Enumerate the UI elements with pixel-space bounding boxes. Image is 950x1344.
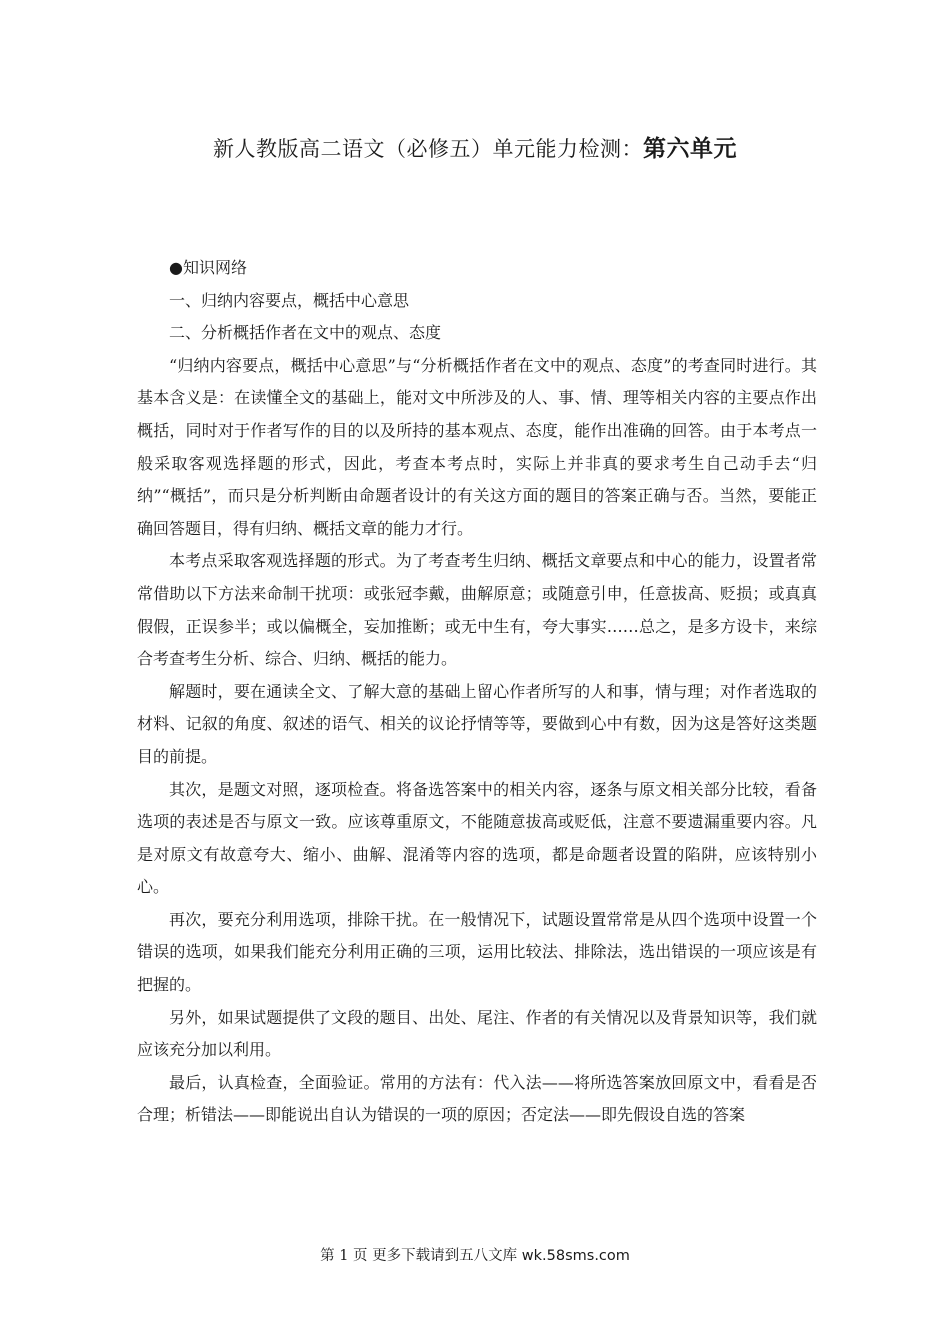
footer-site-link[interactable]: wk.58sms.com xyxy=(521,1248,630,1264)
page-footer xyxy=(0,1244,950,1265)
paragraph-4: 其次，是题文对照，逐项检查。将备选答案中的相关内容，逐条与原文相关部分比较，看备选项的表述是否与原文一致。应该尊重原文，不能随意拔高或贬低，注意不要遗漏重要内容。凡是对原文有故意夸大、缩小、曲解、混淆等内容的选项，都是命题者设置的陷阱，应该特别小心。 xyxy=(137,779,817,897)
paragraph-5: 再次，要充分利用选项，排除干扰。在一般情况下，试题设置常常是从四个选项中设置一个错误的选项，如果我们能充分利用正确的三项，运用比较法、排除法，选出错误的一项应该是有把握的。 xyxy=(137,909,817,995)
outline-item-2: 二、分析概括作者在文中的观点、态度 xyxy=(169,323,442,343)
section-label: ●知识网络 xyxy=(169,258,247,277)
title-main: 新人教版高二语文（必修五）单元能力检测： xyxy=(213,137,643,161)
title-unit: 第六单元 xyxy=(643,135,737,162)
document-body xyxy=(137,252,817,1132)
paragraph-3: 解题时，要在通读全文、了解大意的基础上留心作者所写的人和事，情与理；对作者选取的材料、记叙的角度、叙述的语气、相关的议论抒情等等，要做到心中有数，因为这是答好这类题目的前提。 xyxy=(137,681,817,766)
outline-item-1: 一、归纳内容要点，概括中心意思 xyxy=(169,290,410,310)
paragraph-2: 本考点采取客观选择题的形式。为了考查考生归纳、概括文章要点和中心的能力，设置者常常借助以下方法来命制干扰项：或张冠李戴，曲解原意；或随意引申，任意拔高、贬损；或真真假假，正误参半；或以偏概全，妄加推断；或无中生有，夸大事实……总之，是多方设卡，来综合考查考生分析、综合、归纳、概括的能力。 xyxy=(137,551,817,669)
paragraph-7: 最后，认真检查，全面验证。常用的方法有：代入法——将所选答案放回原文中，看看是否合理；析错法——即能说出自认为错误的一项的原因；否定法——即先假设自选的答案 xyxy=(137,1072,817,1125)
footer-text: 第 1 页 更多下载请到五八文库 xyxy=(320,1248,522,1264)
document-title xyxy=(0,130,950,163)
paragraph-6: 另外，如果试题提供了文段的题目、出处、尾注、作者的有关情况以及背景知识等，我们就应该充分加以利用。 xyxy=(137,1007,817,1060)
paragraph-1: “归纳内容要点，概括中心意思”与“分析概括作者在文中的观点、态度”的考查同时进行。其基本含义是：在读懂全文的基础上，能对文中所涉及的人、事、情、理等相关内容的主要点作出概括，同时对于作者写作的目的以及所持的基本观点、态度，能作出准确的回答。由于本考点一般采取客观选择题的形式，因此，考查本考点时，实际上并非真的要求考生自己动手去“归纳”“概括”，而只是分析判断由命题者设计的有关这方面的题目的答案正确与否。当然，要能正确回答题目，得有归纳、概括文章的能力才行。 xyxy=(137,355,817,538)
